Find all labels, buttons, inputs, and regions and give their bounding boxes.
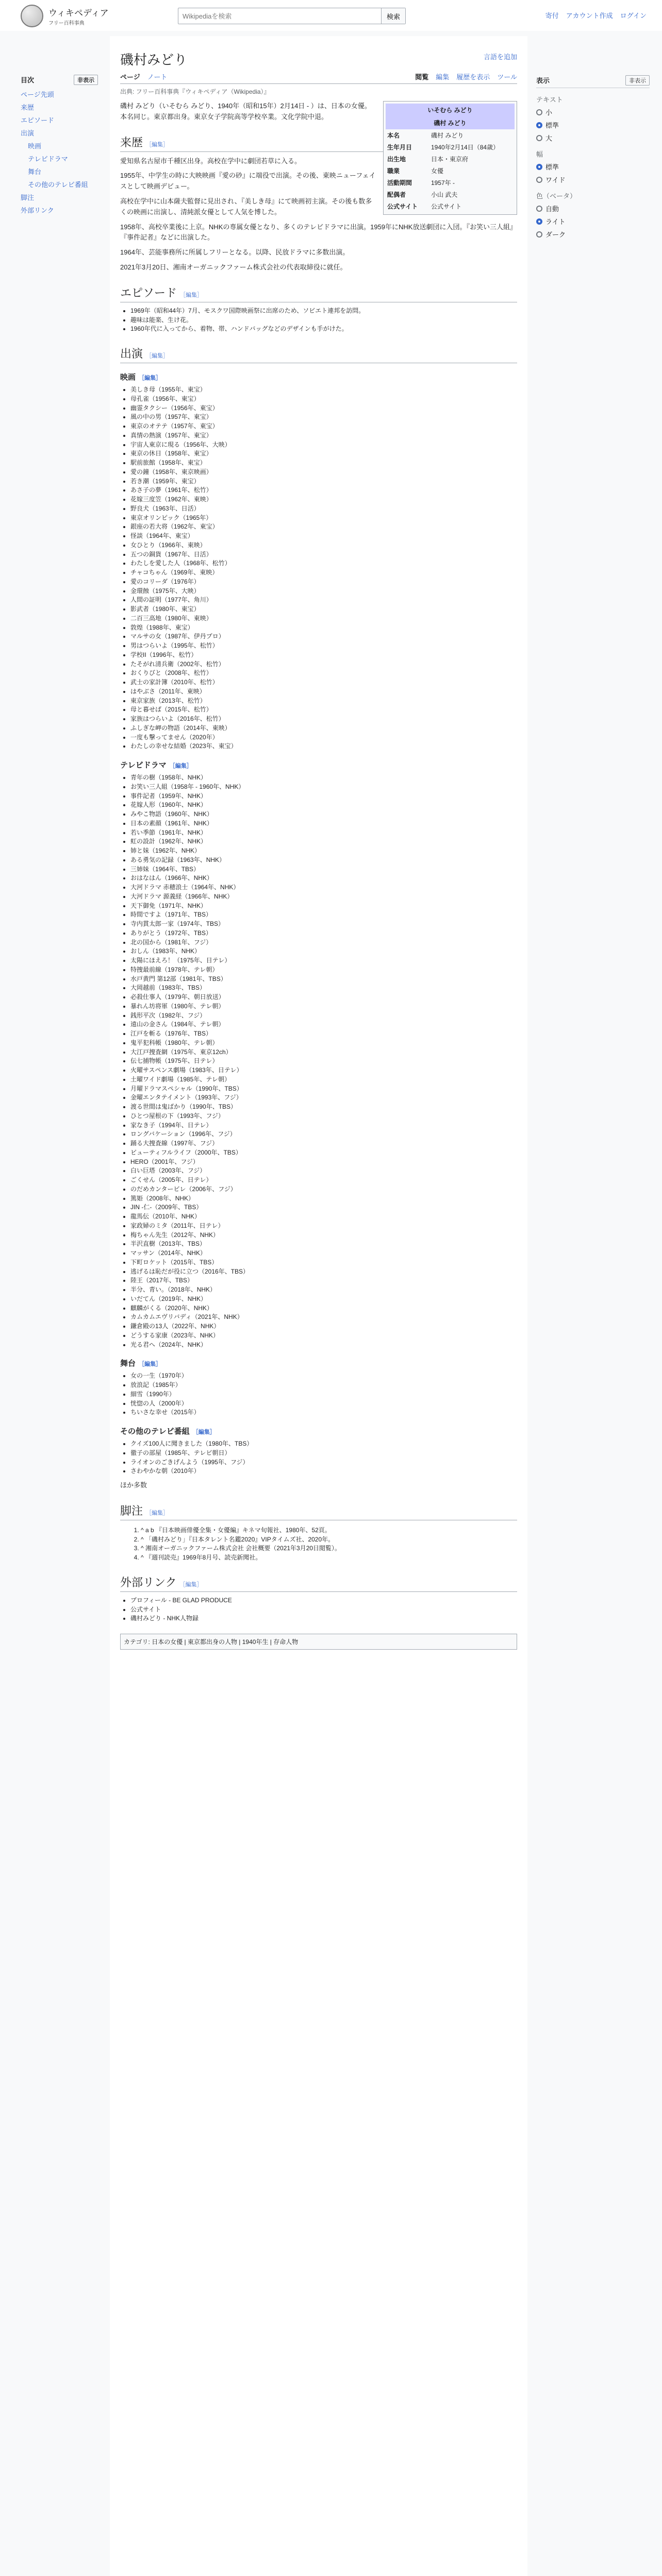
history-paragraph: 2021年3月20日、湘南オーガニックファーム株式会社の代表取締役に就任。 xyxy=(120,263,347,271)
appearance-panel xyxy=(536,72,650,242)
film-item[interactable]: • 五つの銅貨（1967年、日活） xyxy=(130,550,517,560)
toc-item-links[interactable]: 外部リンク xyxy=(21,207,54,214)
film-item[interactable]: • 若き潮（1959年、東宝） xyxy=(130,477,517,486)
tv-item[interactable]: • 下町ロケット（2015年、TBS） xyxy=(130,1258,517,1267)
other-item[interactable]: • ライオンのごきげんよう（1995年、フジ） xyxy=(130,1458,517,1467)
search-button[interactable]: 検索 xyxy=(381,8,405,24)
links-heading: 外部リンク ［編集］ xyxy=(120,1574,517,1592)
radio-icon xyxy=(536,206,542,212)
width-standard[interactable]: 標準 xyxy=(536,162,650,172)
infobox-table xyxy=(386,129,515,212)
tv-item[interactable]: • 日本の素顔（1961年、NHK） xyxy=(130,819,517,828)
external-link-item[interactable]: • 公式サイト xyxy=(130,1605,517,1615)
stage-item[interactable]: • 女の一生（1970年） xyxy=(130,1371,517,1381)
tv-item[interactable]: • ビューティフルライフ（2000年、TBS） xyxy=(130,1148,517,1158)
tv-item[interactable]: • マッサン（2014年、NHK） xyxy=(130,1249,517,1258)
toc-item-works[interactable]: 出演 xyxy=(21,129,35,137)
tv-item[interactable]: • 梅ちゃん先生（2012年、NHK） xyxy=(130,1231,517,1240)
tv-item[interactable]: • ロングバケーション（1996年、フジ） xyxy=(130,1130,517,1139)
other-item[interactable]: • さわやかな朝（2010年） xyxy=(130,1467,517,1476)
film-item[interactable]: • 学校II（1996年、松竹） xyxy=(130,651,517,660)
donate-link[interactable]: 寄付 xyxy=(545,12,559,20)
add-language-link[interactable]: 言語を追加 xyxy=(483,53,517,61)
infobox xyxy=(383,101,517,215)
text-size-large[interactable]: 大 xyxy=(536,133,650,143)
episode-list xyxy=(130,307,517,334)
tv-item[interactable]: • 遠山の金さん（1984年、テレ朝） xyxy=(130,1020,517,1029)
tv-item[interactable]: • 三姉妹（1964年、TBS） xyxy=(130,865,517,874)
edit-link[interactable]: ［編集］ xyxy=(180,292,203,298)
tv-item[interactable]: • みやこ物語（1960年、NHK） xyxy=(130,810,517,819)
wikipedia-logo[interactable] xyxy=(21,4,134,28)
stage-heading: 舞台 ［編集］ xyxy=(120,1359,162,1368)
tv-item[interactable]: • 家政婦のミタ（2011年、日テレ） xyxy=(130,1222,517,1231)
tv-item[interactable]: • ごくせん（2005年、日テレ） xyxy=(130,1176,517,1185)
film-item[interactable]: • 宇宙人東京に現る（1956年、大映） xyxy=(130,440,517,450)
tv-item[interactable]: • 時間ですよ（1971年、TBS） xyxy=(130,910,517,920)
film-item[interactable]: • ふしぎな岬の物語（2014年、東映） xyxy=(130,724,517,733)
tv-item[interactable]: • 麒麟がくる（2020年、NHK） xyxy=(130,1304,517,1313)
film-item[interactable]: • チャコちゃん（1969年、東映） xyxy=(130,568,517,578)
tv-item[interactable]: • 半沢直樹（2013年、TBS） xyxy=(130,1240,517,1249)
tv-item[interactable]: • 光る君へ（2024年、NHK） xyxy=(130,1341,517,1350)
film-item[interactable]: • 愛のコリーダ（1976年） xyxy=(130,578,517,587)
episode-item[interactable]: • 趣味は能楽、生け花。 xyxy=(130,316,517,325)
search-input[interactable] xyxy=(178,12,381,21)
tab-talk[interactable]: ノート xyxy=(147,73,168,81)
source-line: 出典: フリー百科事典『ウィキペディア（Wikipedia）』 xyxy=(120,88,270,95)
film-item[interactable]: • たそがれ清兵衛（2002年、松竹） xyxy=(130,660,517,669)
tv-item[interactable]: • 金曜エンタテイメント（1993年、フジ） xyxy=(130,1093,517,1103)
color-dark[interactable]: ダーク xyxy=(536,229,650,239)
tv-item[interactable]: • おはなはん（1966年、NHK） xyxy=(130,874,517,883)
toc-title: 目次 xyxy=(21,76,35,84)
globe-icon xyxy=(21,5,43,27)
color-light[interactable]: ライト xyxy=(536,216,650,226)
appearance-header: 表示 非表示 xyxy=(536,75,650,88)
toc-hide-button[interactable]: 非表示 xyxy=(74,75,98,85)
infobox-kanji: 磯村 みどり xyxy=(386,116,515,129)
film-item[interactable]: • 家族はつらいよ（2016年、松竹） xyxy=(130,715,517,724)
tv-item[interactable]: • 特捜最前線（1978年、テレ朝） xyxy=(130,965,517,975)
toc-item-stage[interactable]: 舞台 xyxy=(28,168,42,176)
intro-paragraph: 磯村 みどり（いそむら みどり、1940年（昭和15年）2月14日 - ）は、日本の女優。本名同じ。東京都出身。東京女子学院高等学校卒業。文化学院中退。 xyxy=(120,102,371,121)
radio-icon xyxy=(536,135,542,141)
tab-read[interactable]: 閲覧 xyxy=(415,73,429,81)
tv-item[interactable]: • ある勇気の記録（1963年、NHK） xyxy=(130,856,517,865)
other-note: ほか多数 xyxy=(120,1481,147,1489)
create-account-link[interactable]: アカウント作成 xyxy=(566,12,613,20)
tv-item[interactable]: • JIN -仁-（2009年、TBS） xyxy=(130,1203,517,1212)
toc-item-top[interactable]: ページ先頭 xyxy=(21,91,54,98)
film-item[interactable]: • 一度も撃ってません（2020年） xyxy=(130,733,517,742)
tv-item[interactable]: • 大河ドラマ 源義経（1966年、NHK） xyxy=(130,892,517,902)
film-item[interactable]: • 東京の休日（1958年、東宝） xyxy=(130,449,517,459)
film-item[interactable]: • 風の中の男（1957年、東宝） xyxy=(130,413,517,422)
tv-item[interactable]: • 踊る大捜査線（1997年、フジ） xyxy=(130,1139,517,1148)
edit-link[interactable]: ［編集］ xyxy=(146,141,169,148)
film-item[interactable]: • 女ひとり（1966年、東映） xyxy=(130,541,517,550)
external-link-item[interactable]: • プロフィール - BE GLAD PRODUCE xyxy=(130,1596,517,1605)
tv-item[interactable]: • 若い季節（1961年、NHK） xyxy=(130,828,517,838)
other-heading: その他のテレビ番組 ［編集］ xyxy=(120,1427,216,1436)
tv-item[interactable]: • いだてん（2019年、NHK） xyxy=(130,1295,517,1304)
tv-item[interactable]: • 家なき子（1994年、日テレ） xyxy=(130,1121,517,1130)
infobox-row: 公式サイト 公式サイト xyxy=(387,203,462,210)
edit-link[interactable]: ［編集］ xyxy=(192,1429,216,1436)
episode-heading: エピソード ［編集］ xyxy=(120,284,517,302)
tab-history[interactable]: 履歴を表示 xyxy=(456,73,490,81)
film-item[interactable]: • 母と暮せば（2015年、松竹） xyxy=(130,705,517,715)
toc-item-notes[interactable]: 脚注 xyxy=(21,194,35,201)
tv-item[interactable]: • ひとつ屋根の下（1993年、フジ） xyxy=(130,1112,517,1121)
tab-page[interactable]: ページ xyxy=(120,73,140,81)
tv-item[interactable]: • 天下御免（1971年、NHK） xyxy=(130,902,517,911)
radio-icon xyxy=(536,177,542,183)
tv-item[interactable]: • HERO（2001年、フジ） xyxy=(130,1158,517,1167)
film-item[interactable]: • 美しき母（1955年、東宝） xyxy=(130,385,517,395)
infobox-name: いそむら みどり xyxy=(386,104,515,116)
history-paragraph: 愛知県名古屋市千種区出身。高校在学中に劇団若草に入る。 xyxy=(120,157,302,165)
login-link[interactable]: ログイン xyxy=(620,12,647,20)
tv-item[interactable]: • 土曜ワイド劇場（1985年、テレ朝） xyxy=(130,1075,517,1084)
tv-item[interactable]: • 鬼平犯科帳（1980年、テレ朝） xyxy=(130,1039,517,1048)
tv-heading: テレビドラマ ［編集］ xyxy=(120,761,192,770)
stage-item[interactable]: • 恍惚の人（2000年） xyxy=(130,1399,517,1409)
note-item[interactable]: 4. ^ 『週刊読売』1969年8月号、読売新聞社。 xyxy=(141,1553,517,1563)
infobox-row: 活動期間 1957年 - xyxy=(387,179,455,187)
tv-item[interactable]: • 江戸を斬る（1976年、TBS） xyxy=(130,1029,517,1039)
tv-item[interactable]: • 月曜ドラマスペシャル（1990年、TBS） xyxy=(130,1084,517,1094)
width-label: 幅 xyxy=(536,150,543,158)
film-item[interactable]: • 野良犬（1963年、日活） xyxy=(130,504,517,514)
edit-link[interactable]: ［編集］ xyxy=(139,375,162,382)
stage-item[interactable]: • 放浪記（1985年） xyxy=(130,1381,517,1390)
infobox-row: 生年月日 1940年2月14日（84歳） xyxy=(387,144,500,151)
toc-item-tv[interactable]: テレビドラマ xyxy=(28,155,68,163)
tv-item[interactable]: • 鎌倉殿の13人（2022年、NHK） xyxy=(130,1322,517,1331)
film-item[interactable]: • 幽霊タクシー（1956年、東宝） xyxy=(130,404,517,413)
works-heading: 出演 ［編集］ xyxy=(120,345,517,363)
film-item[interactable]: • マルサの女（1987年、伊丹プロ） xyxy=(130,632,517,641)
color-label: 色（ベータ） xyxy=(536,192,577,200)
toc-item-episode[interactable]: エピソード xyxy=(21,116,55,124)
infobox-row: 本名 磯村 みどり xyxy=(387,132,464,139)
stage-item[interactable]: • ちいさな幸せ（2015年） xyxy=(130,1408,517,1417)
film-item[interactable]: • 母孔雀（1956年、東宝） xyxy=(130,395,517,404)
note-item[interactable]: 3. ^ 湘南オーガニックファーム株式会社 会社概要（2021年3月20日閲覧）。 xyxy=(141,1544,517,1553)
tv-item[interactable]: • 北の国から（1981年、フジ） xyxy=(130,938,517,947)
tv-item[interactable]: • 白い巨塔（2003年、フジ） xyxy=(130,1166,517,1176)
logo-title: ウィキペディア xyxy=(48,8,109,19)
toc-header xyxy=(21,75,98,85)
tv-item[interactable]: • 大江戸捜査網（1975年、東京12ch） xyxy=(130,1048,517,1057)
width-wide[interactable]: ワイド xyxy=(536,175,650,184)
film-heading: 映画 ［編集］ xyxy=(120,373,162,382)
film-item[interactable]: • 真情の熱演（1957年、東宝） xyxy=(130,431,517,440)
tv-item[interactable]: • おしん（1983年、NHK） xyxy=(130,947,517,956)
film-item[interactable]: • 駅前旅館（1958年、東宝） xyxy=(130,459,517,468)
appearance-hide-button[interactable]: 非表示 xyxy=(625,75,650,86)
color-auto[interactable]: 自動 xyxy=(536,204,650,213)
film-item[interactable]: • 人間の証明（1977年、角川） xyxy=(130,596,517,605)
table-of-contents xyxy=(21,75,98,218)
tv-item[interactable]: • 大河ドラマ 赤穂浪士（1964年、NHK） xyxy=(130,883,517,892)
site-header xyxy=(0,0,662,31)
tv-item[interactable]: • 陸王（2017年、TBS） xyxy=(130,1276,517,1285)
tv-item[interactable]: • 寺内貫太郎一家（1974年、TBS） xyxy=(130,920,517,929)
edit-link[interactable]: ［編集］ xyxy=(169,763,192,770)
infobox-row: 出生地 日本・東京府 xyxy=(387,156,469,163)
film-item[interactable]: • 男はつらいよ（1995年、松竹） xyxy=(130,641,517,651)
film-item[interactable]: • わたしを愛した人（1968年、松竹） xyxy=(130,559,517,568)
film-item[interactable]: • 愛の鐘（1958年、東京映画） xyxy=(130,468,517,477)
infobox-row: 配偶者 小山 武夫 xyxy=(387,191,458,198)
film-item[interactable]: • 金環蝕（1975年、大映） xyxy=(130,587,517,596)
text-size-standard[interactable]: 標準 xyxy=(536,120,650,130)
other-list xyxy=(130,1439,517,1476)
tv-item[interactable]: • 姉と妹（1962年、NHK） xyxy=(130,846,517,856)
tv-item[interactable]: • のだめカンタービレ（2006年、フジ） xyxy=(130,1185,517,1194)
tv-item[interactable]: • カムカムエヴリバディ（2021年、NHK） xyxy=(130,1313,517,1322)
tv-item[interactable]: • 逃げるは恥だが役に立つ（2016年、TBS） xyxy=(130,1267,517,1277)
page-title: 磯村みどり xyxy=(120,53,188,67)
film-item[interactable]: • 東京家族（2013年、松竹） xyxy=(130,697,517,706)
history-paragraph: 1958年、高校卒業後に上京。NHKの専属女優となり、多くのテレビドラマに出演。1959年にNHK放送劇団に入団。『お笑い三人組』『事件記者』などに出演した。 xyxy=(120,223,517,242)
other-item[interactable]: • 徹子の部屋（1985年、テレビ朝日） xyxy=(130,1449,517,1458)
film-item[interactable]: • 怪談（1964年、東宝） xyxy=(130,532,517,541)
edit-link[interactable]: ［編集］ xyxy=(179,1581,203,1588)
tv-item[interactable]: • どうする家康（2023年、NHK） xyxy=(130,1331,517,1341)
history-paragraph: 1964年、芸能事務所に所属しフリーとなる。以降、民放ドラマに多数出演。 xyxy=(120,248,350,257)
tv-list xyxy=(130,773,517,1349)
history-paragraph: 高校在学中に山本薩夫監督に見出され、『美しき母』にて映画初主演。その後も数多くの映画に出演し、清純派女優として人気を博した。 xyxy=(120,197,372,216)
tv-item[interactable]: • 龍馬伝（2010年、NHK） xyxy=(130,1212,517,1222)
tv-item[interactable]: • 花嫁人形（1960年、NHK） xyxy=(130,801,517,810)
film-item[interactable]: • 影武者（1980年、東宝） xyxy=(130,605,517,614)
film-item[interactable]: • 敦煌（1988年、東宝） xyxy=(130,623,517,633)
edit-link[interactable]: ［編集］ xyxy=(146,353,169,360)
external-links-list xyxy=(130,1596,517,1623)
tv-item[interactable]: • 事件記者（1959年、NHK） xyxy=(130,792,517,801)
text-size-small[interactable]: 小 xyxy=(536,107,650,117)
tv-item[interactable]: • 太陽にほえろ！（1975年、日テレ） xyxy=(130,956,517,965)
infobox-row: 職業 女優 xyxy=(387,167,444,175)
other-item[interactable]: • クイズ100人に聞きました（1980年、TBS） xyxy=(130,1439,517,1449)
tv-item[interactable]: • 半分、青い。（2018年、NHK） xyxy=(130,1285,517,1295)
tv-item[interactable]: • 必殺仕事人（1979年、朝日放送） xyxy=(130,993,517,1002)
logo-subtitle: フリー百科事典 xyxy=(48,21,85,26)
episode-item[interactable]: • 1960年代に入ってから、着物、帯、ハンドバッグなどのデザインも手がけた。 xyxy=(130,325,517,334)
film-item[interactable]: • わたしの幸せな結婚（2023年、東宝） xyxy=(130,742,517,751)
tv-item[interactable]: • ありがとう（1972年、TBS） xyxy=(130,929,517,938)
toc-item-film[interactable]: 映画 xyxy=(28,142,42,150)
note-item[interactable]: 1. ^ a b 『日本映画俳優全集・女優編』キネマ旬報社、1980年、52頁。 xyxy=(141,1526,517,1535)
page-tabs xyxy=(120,72,517,84)
text-size-label: テキスト xyxy=(536,96,563,104)
notes-heading: 脚注 ［編集］ xyxy=(120,1502,517,1520)
notes-list xyxy=(120,1526,517,1563)
tab-tools[interactable]: ツール xyxy=(497,73,517,81)
search-box xyxy=(178,8,406,24)
toc-item-other[interactable]: その他のテレビ番組 xyxy=(28,181,88,189)
tv-item[interactable]: • 火曜サスペンス劇場（1983年、日テレ） xyxy=(130,1066,517,1075)
tv-item[interactable]: • 虹の設計（1962年、NHK） xyxy=(130,837,517,846)
radio-checked-icon xyxy=(536,122,542,128)
film-item[interactable]: • あさ子の夢（1961年、松竹） xyxy=(130,486,517,495)
tv-item[interactable]: • 銭形平次（1982年、フジ） xyxy=(130,1011,517,1021)
radio-icon xyxy=(536,231,542,238)
edit-link[interactable]: ［編集］ xyxy=(146,1510,169,1516)
film-list xyxy=(130,385,517,751)
film-item[interactable]: • 二百三高地（1980年、東映） xyxy=(130,614,517,623)
history-heading: 来歴 ［編集］ xyxy=(120,134,517,152)
film-item[interactable]: • 武士の家計簿（2010年、松竹） xyxy=(130,678,517,687)
stage-item[interactable]: • 細雪（1990年） xyxy=(130,1390,517,1399)
tv-item[interactable]: • 篤姫（2008年、NHK） xyxy=(130,1194,517,1204)
external-link-item[interactable]: • 磯村みどり - NHK人物録 xyxy=(130,1614,517,1623)
note-item[interactable]: 2. ^ 「磯村みどり」『日本タレント名鑑2020』VIPタイムズ社、2020年。 xyxy=(141,1535,517,1545)
tv-item[interactable]: • 大岡越前（1983年、TBS） xyxy=(130,984,517,993)
article xyxy=(110,36,527,2576)
radio-icon xyxy=(536,109,542,115)
tv-item[interactable]: • 青年の樹（1958年、NHK） xyxy=(130,773,517,783)
radio-checked-icon xyxy=(536,218,542,225)
tv-item[interactable]: • お笑い三人組（1958年 - 1960年、NHK） xyxy=(130,783,517,792)
film-item[interactable]: • 東京オリンピック（1965年） xyxy=(130,514,517,523)
user-menu xyxy=(545,10,647,20)
history-paragraph: 1955年、中学生の時に大映映画『愛の砂』に端役で出演。その後、東映ニューフェイスとして映画デビュー。 xyxy=(120,172,376,191)
toc-item-history[interactable]: 来歴 xyxy=(21,104,35,111)
category-box[interactable]: カテゴリ: 日本の女優 | 東京都出身の人物 | 1940年生 | 存命人物 xyxy=(120,1634,517,1650)
film-item[interactable]: • 銀座の若大将（1962年、東宝） xyxy=(130,522,517,532)
tv-item[interactable]: • 渡る世間は鬼ばかり（1990年、TBS） xyxy=(130,1103,517,1112)
stage-list xyxy=(130,1371,517,1417)
film-item[interactable]: • はやぶさ（2011年、東映） xyxy=(130,687,517,697)
film-item[interactable]: • 東京のオテテ（1957年、東宝） xyxy=(130,422,517,431)
tv-item[interactable]: • 暴れん坊将軍（1980年、テレ朝） xyxy=(130,1002,517,1011)
edit-link[interactable]: ［編集］ xyxy=(139,1361,162,1368)
tv-item[interactable]: • 水戸黄門 第12部（1981年、TBS） xyxy=(130,975,517,984)
film-item[interactable]: • 花嫁三度笠（1962年、東映） xyxy=(130,495,517,504)
film-item[interactable]: • おくりびと（2008年、松竹） xyxy=(130,669,517,678)
tab-edit[interactable]: 編集 xyxy=(436,73,450,81)
episode-item[interactable]: • 1969年（昭和44年）7月、モスクワ国際映画祭に出席のため、ソビエト連邦を訪問。 xyxy=(130,307,517,316)
tv-item[interactable]: • 伝七捕物帳（1975年、日テレ） xyxy=(130,1057,517,1066)
radio-checked-icon xyxy=(536,164,542,170)
